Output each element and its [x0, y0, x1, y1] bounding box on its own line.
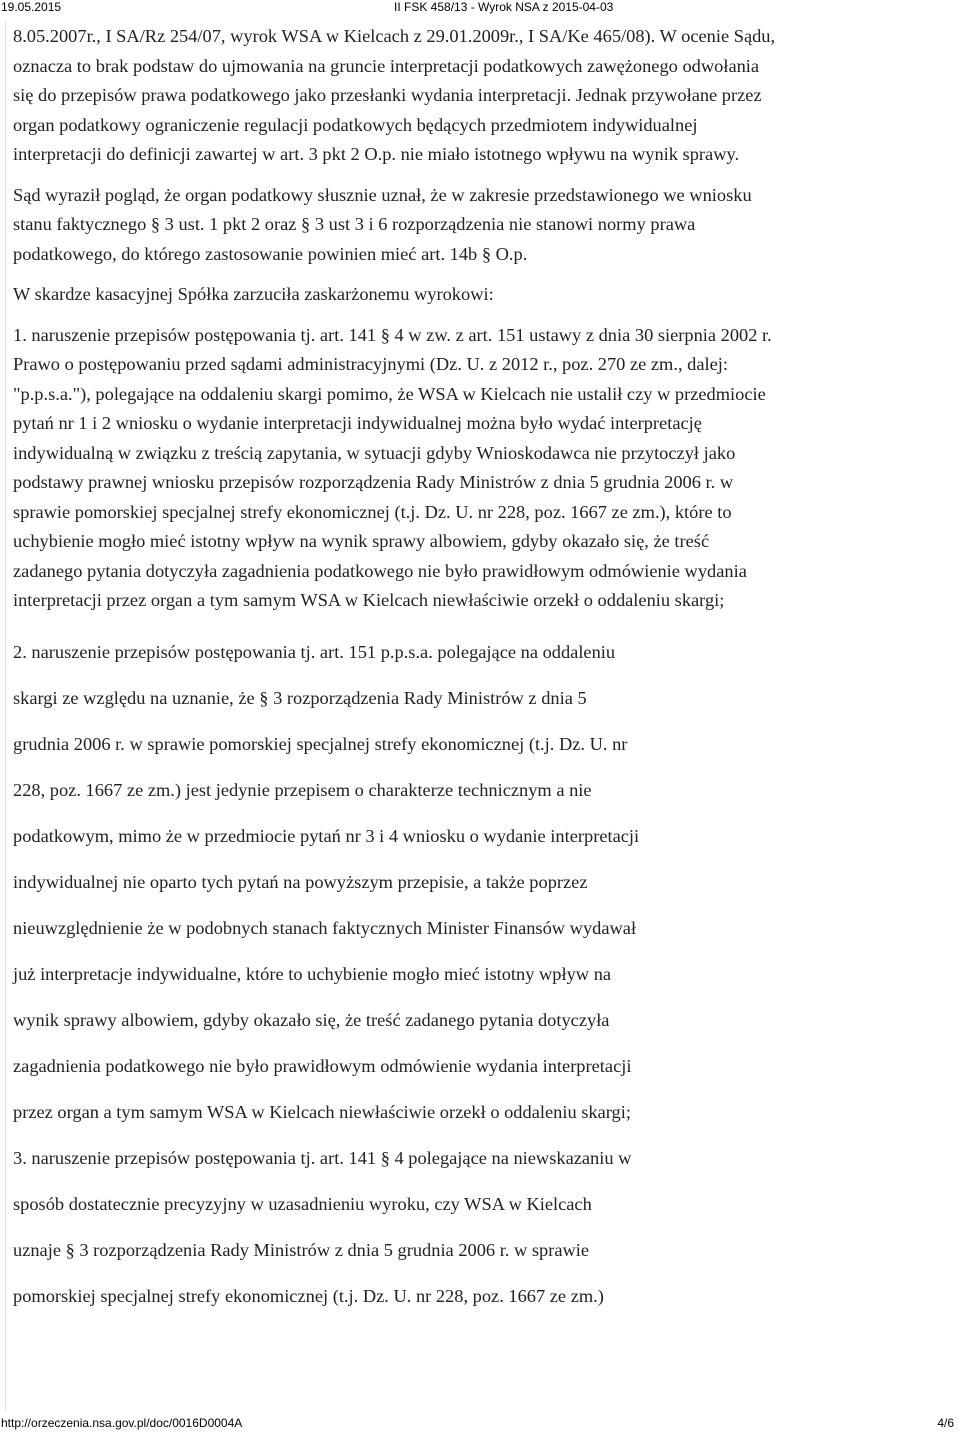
- text-line: przez organ a tym samym WSA w Kielcach niewłaściwie orzekł o oddaleniu skargi;: [13, 1101, 631, 1122]
- text-line: się do przepisów prawa podatkowego jako przesłanki wydania interpretacji. Jednak przywołane przez: [13, 85, 762, 105]
- text-line: sprawie pomorskiej specjalnej strefy ekonomicznej (t.j. Dz. U. nr 228, poz. 1667 ze zm.), które to: [13, 501, 732, 522]
- text-line: Prawo o postępowaniu przed sądami administracyjnymi (Dz. U. z 2012 r., poz. 270 ze zm., dalej:: [13, 354, 729, 374]
- text-line: pytań nr 1 i 2 wniosku o wydanie interpretacji indywidualnej można było wydać interpretację: [13, 413, 702, 433]
- text-line: 8.05.2007r., I SA/Rz 254/07, wyrok WSA w Kielcach z 29.01.2009r., I SA/Ke 465/08). W ocenie Sądu,: [13, 26, 776, 46]
- text-line: organ podatkowy ograniczenie regulacji podatkowych będących przedmiotem indywidualnej: [13, 114, 698, 135]
- text-line: nieuwzględnienie że w podobnych stanach faktycznych Minister Finansów wydawał: [13, 917, 637, 938]
- paragraph-court-view: [13, 181, 953, 270]
- page-number: 4/6: [937, 1416, 954, 1430]
- text-line: "p.p.s.a."), polegające na oddaleniu skargi pomimo, że WSA w Kielcach nie ustalił czy w przedmiocie: [13, 383, 766, 404]
- text-line: Sąd wyraził pogląd, że organ podatkowy słusznie uznał, że w zakresie przedstawionego we wniosku: [13, 184, 752, 205]
- text-line: pomorskiej specjalnej strefy ekonomicznej (t.j. Dz. U. nr 228, poz. 1667 ze zm.): [13, 1285, 604, 1306]
- source-url: http://orzeczenia.nsa.gov.pl/doc/0016D0004A: [1, 1416, 243, 1430]
- print-header: [0, 0, 960, 14]
- text-line: indywidualną w związku z treścią zapytania, w sytuacji gdyby Wnioskodawca nie przytoczył jako: [13, 442, 736, 463]
- text-line: uznaje § 3 rozporządzenia Rady Ministrów z dnia 5 grudnia 2006 r. w sprawie: [13, 1239, 590, 1260]
- text-line: uchybienie mogło mieć istotny wpływ na wynik sprawy albowiem, gdyby okazało się, że treść: [13, 531, 710, 551]
- text-line: zagadnienia podatkowego nie było prawidłowym odmówienie wydania interpretacji: [13, 1055, 632, 1076]
- text-line: wynik sprawy albowiem, gdyby okazało się, że treść zadanego pytania dotyczyła: [13, 1009, 610, 1030]
- text-line: podatkowego, do którego zastosowanie powinien mieć art. 14b § O.p.: [13, 243, 528, 264]
- text-line: podstawy prawnej wniosku przepisów rozporządzenia Rady Ministrów z dnia 5 grudnia 2006 r. w: [13, 472, 734, 492]
- text-line: zadanego pytania dotyczyła zagadnienia podatkowego nie było prawidłowym odmówienie wydania: [13, 560, 747, 581]
- text-line: oznacza to brak podstaw do ujmowania na gruncie interpretacji podatkowych zawężonego odwołania: [13, 55, 760, 76]
- paragraph-cassation-intro: [13, 280, 953, 310]
- text-line: 2. naruszenie przepisów postępowania tj. art. 151 p.p.s.a. polegające na oddaleniu: [13, 641, 616, 662]
- text-line: grudnia 2006 r. w sprawie pomorskiej specjalnej strefy ekonomicznej (t.j. Dz. U. nr: [13, 733, 628, 754]
- print-title: II FSK 458/13 - Wyrok NSA z 2015-04-03: [394, 0, 614, 14]
- text-line: skargi ze względu na uznanie, że § 3 rozporządzenia Rady Ministrów z dnia 5: [13, 687, 587, 708]
- text-line: już interpretacje indywidualne, które to uchybienie mogło mieć istotny wpływ na: [13, 963, 612, 984]
- print-footer: [0, 1416, 960, 1430]
- text-line: interpretacji przez organ a tym samym WSA w Kielcach niewłaściwie orzekł o oddaleniu skargi;: [13, 590, 725, 610]
- text-line: W skardze kasacyjnej Spółka zarzuciła zaskarżonemu wyrokowi:: [13, 284, 494, 304]
- print-date: 19.05.2015: [1, 0, 62, 14]
- text-line: 228, poz. 1667 ze zm.) jest jedynie przepisem o charakterze technicznym a nie: [13, 779, 592, 800]
- text-line: 3. naruszenie przepisów postępowania tj. art. 141 § 4 polegające na niewskazaniu w: [13, 1147, 632, 1168]
- text-line: podatkowym, mimo że w przedmiocie pytań nr 3 i 4 wniosku o wydanie interpretacji: [13, 825, 640, 846]
- text-line: indywidualnej nie oparto tych pytań na powyższym przepisie, a także poprzez: [13, 871, 588, 892]
- paragraph-charge-1: [13, 321, 953, 616]
- paragraph-charges-2-3: [13, 629, 953, 1319]
- left-margin-rule: [5, 22, 6, 1410]
- text-line: interpretacji do definicji zawartej w art. 3 pkt 2 O.p. nie miało istotnego wpływu na wynik sprawy.: [13, 144, 740, 164]
- text-line: 1. naruszenie przepisów postępowania tj. art. 141 § 4 w zw. z art. 151 ustawy z dnia 30 sierpnia 2002 r.: [13, 324, 772, 345]
- text-line: stanu faktycznego § 3 ust. 1 pkt 2 oraz § 3 ust 3 i 6 rozporządzenia nie stanowi normy prawa: [13, 214, 696, 234]
- document-body: [13, 22, 953, 1319]
- paragraph-interpretation-scope: [13, 22, 953, 170]
- text-line: sposób dostatecznie precyzyjny w uzasadnieniu wyroku, czy WSA w Kielcach: [13, 1193, 592, 1214]
